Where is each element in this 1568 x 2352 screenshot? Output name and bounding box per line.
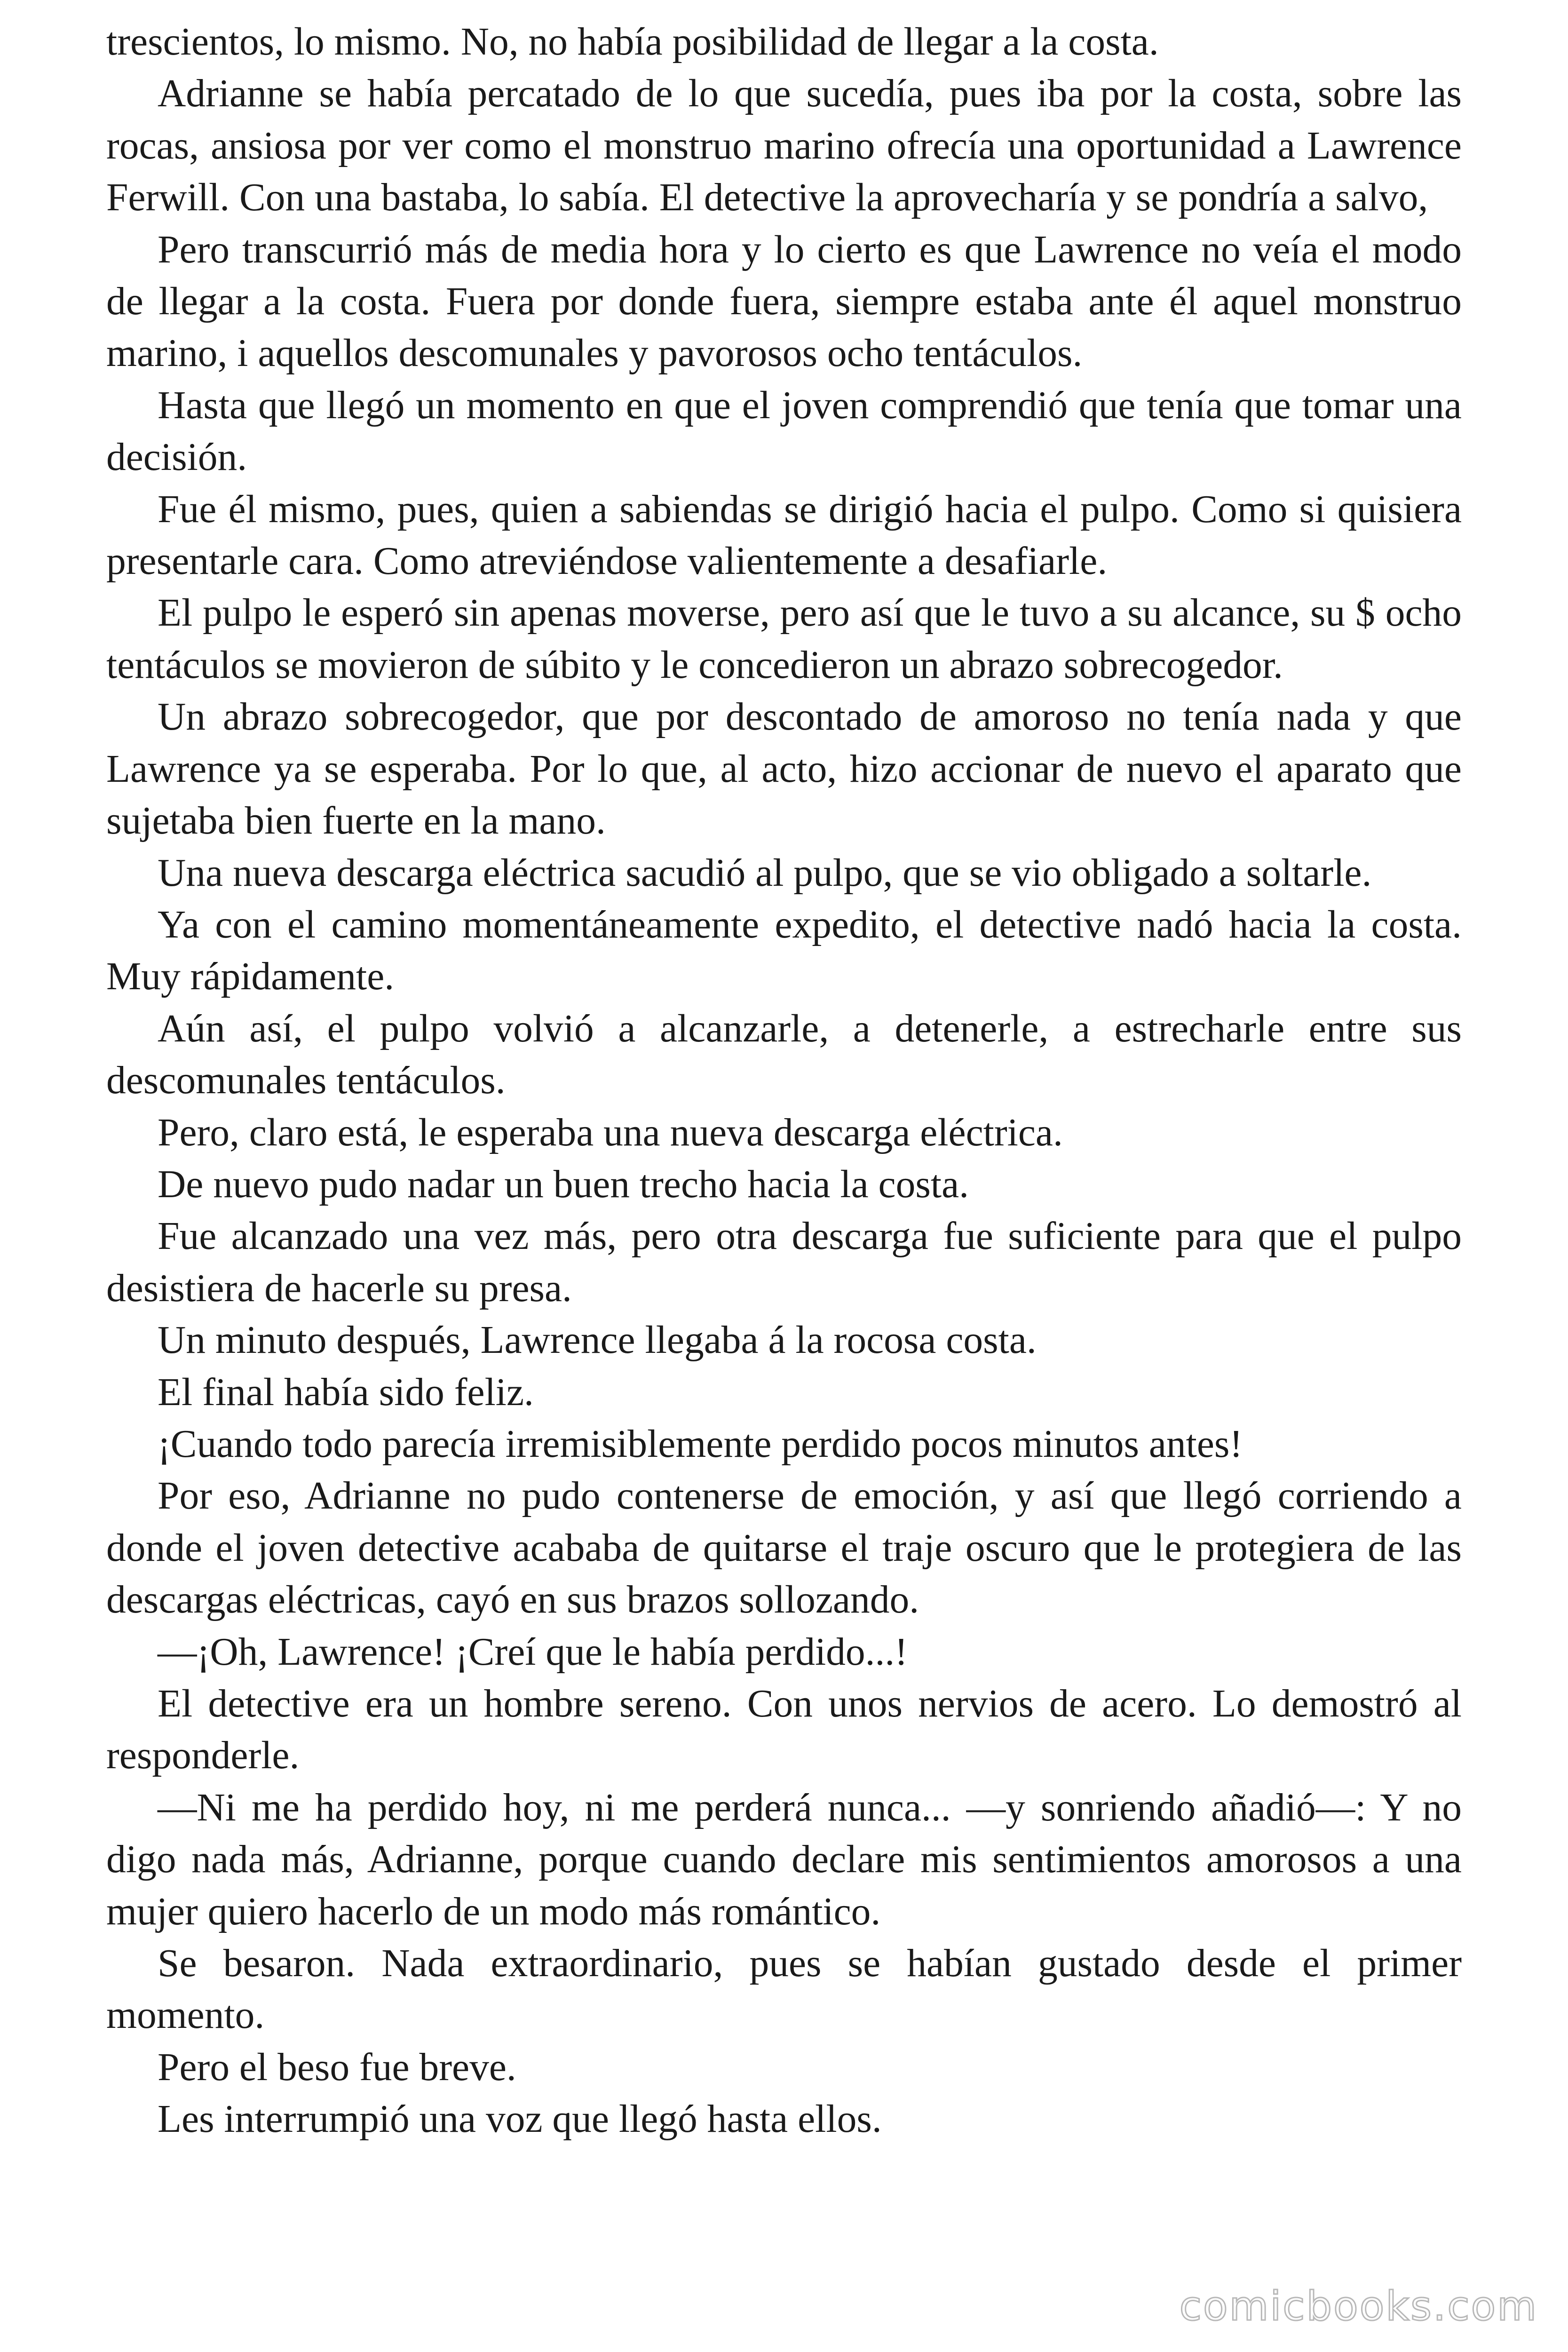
paragraph-19: El detective era un hombre sereno. Con unos nervios de acero. Lo demostró al responderle. [106, 1682, 1462, 1778]
paragraph-11: Pero, claro está, le esperaba una nueva descarga eléctrica. [158, 1111, 1063, 1154]
paragraph-4: Hasta que llegó un momento en que el joven comprendió que tenía que tomar una decisión. [106, 383, 1462, 479]
paragraph-18: —¡Oh, Lawrence! ¡Creí que le había perdido...! [158, 1630, 908, 1674]
paragraph-8: Una nueva descarga eléctrica sacudió al pulpo, que se vio obligado a soltarle. [158, 851, 1372, 895]
paragraph-3: Pero transcurrió más de media hora y lo cierto es que Lawrence no veía el modo de llegar a la costa. Fuera por donde fuera, siempre estaba ante él aquel monstruo marino, i aquellos descomunales y pavorosos ocho tentáculos. [106, 228, 1462, 375]
paragraph-13: Fue alcanzado una vez más, pero otra descarga fue suficiente para que el pulpo desistiera de hacerle su presa. [106, 1215, 1462, 1310]
paragraph-21: Se besaron. Nada extraordinario, pues se habían gustado desde el primer momento. [106, 1942, 1462, 2037]
paragraph-5: Fue él mismo, pues, quien a sabiendas se dirigió hacia el pulpo. Como si quisiera presentarle cara. Como atreviéndose valientemente a desafiarle. [106, 487, 1462, 583]
paragraph-10: Aún así, el pulpo volvió a alcanzarle, a detenerle, a estrecharle entre sus descomunales tentáculos. [106, 1007, 1462, 1103]
paragraph-6: El pulpo le esperó sin apenas moverse, pero así que le tuvo a su alcance, su $ ocho tentáculos se movieron de súbito y le concedieron un abrazo sobrecogedor. [106, 591, 1462, 687]
paragraph-15: El final había sido feliz. [158, 1370, 534, 1414]
paragraph-17: Por eso, Adrianne no pudo contenerse de emoción, y así que llegó corriendo a donde el joven detective acababa de quitarse el traje oscuro que le protegiera de las descargas eléctricas, cayó en sus brazos sollozando. [106, 1474, 1462, 1622]
paragraph-12: De nuevo pudo nadar un buen trecho hacia la costa. [158, 1162, 969, 1206]
paragraph-20: —Ni me ha perdido hoy, ni me perderá nunca... —y sonriendo añadió—: Y no digo nada más, Adrianne, porque cuando declare mis sentimientos amorosos a una mujer quiero hacerlo de un modo más romántico. [106, 1786, 1462, 1933]
paragraph-16: ¡Cuando todo parecía irremisiblemente perdido pocos minutos antes! [158, 1422, 1243, 1466]
paragraph-14: Un minuto después, Lawrence llegaba á la rocosa costa. [158, 1319, 1037, 1362]
page-body [106, 16, 1462, 2145]
paragraph-22: Pero el beso fue breve. [158, 2045, 516, 2089]
paragraph-1: trescientos, lo mismo. No, no había posibilidad de llegar a la costa. [106, 20, 1159, 64]
paragraph-7: Un abrazo sobrecogedor, que por descontado de amoroso no tenía nada y que Lawrence ya se esperaba. Por lo que, al acto, hizo accionar de nuevo el aparato que sujetaba bien fuerte en la mano. [106, 695, 1462, 843]
watermark: comicbooks.com [1179, 2283, 1538, 2330]
paragraph-23: Les interrumpió una voz que llegó hasta ellos. [158, 2098, 882, 2141]
paragraph-9: Ya con el camino momentáneamente expedito, el detective nadó hacia la costa. Muy rápidamente. [106, 903, 1462, 999]
paragraph-2: Adrianne se había percatado de lo que sucedía, pues iba por la costa, sobre las rocas, ansiosa por ver como el monstruo marino ofrecía una oportunidad a Lawrence Ferwill. Con una bastaba, lo sabía. El detective la aprovecharía y se pondría a salvo, [106, 72, 1462, 220]
